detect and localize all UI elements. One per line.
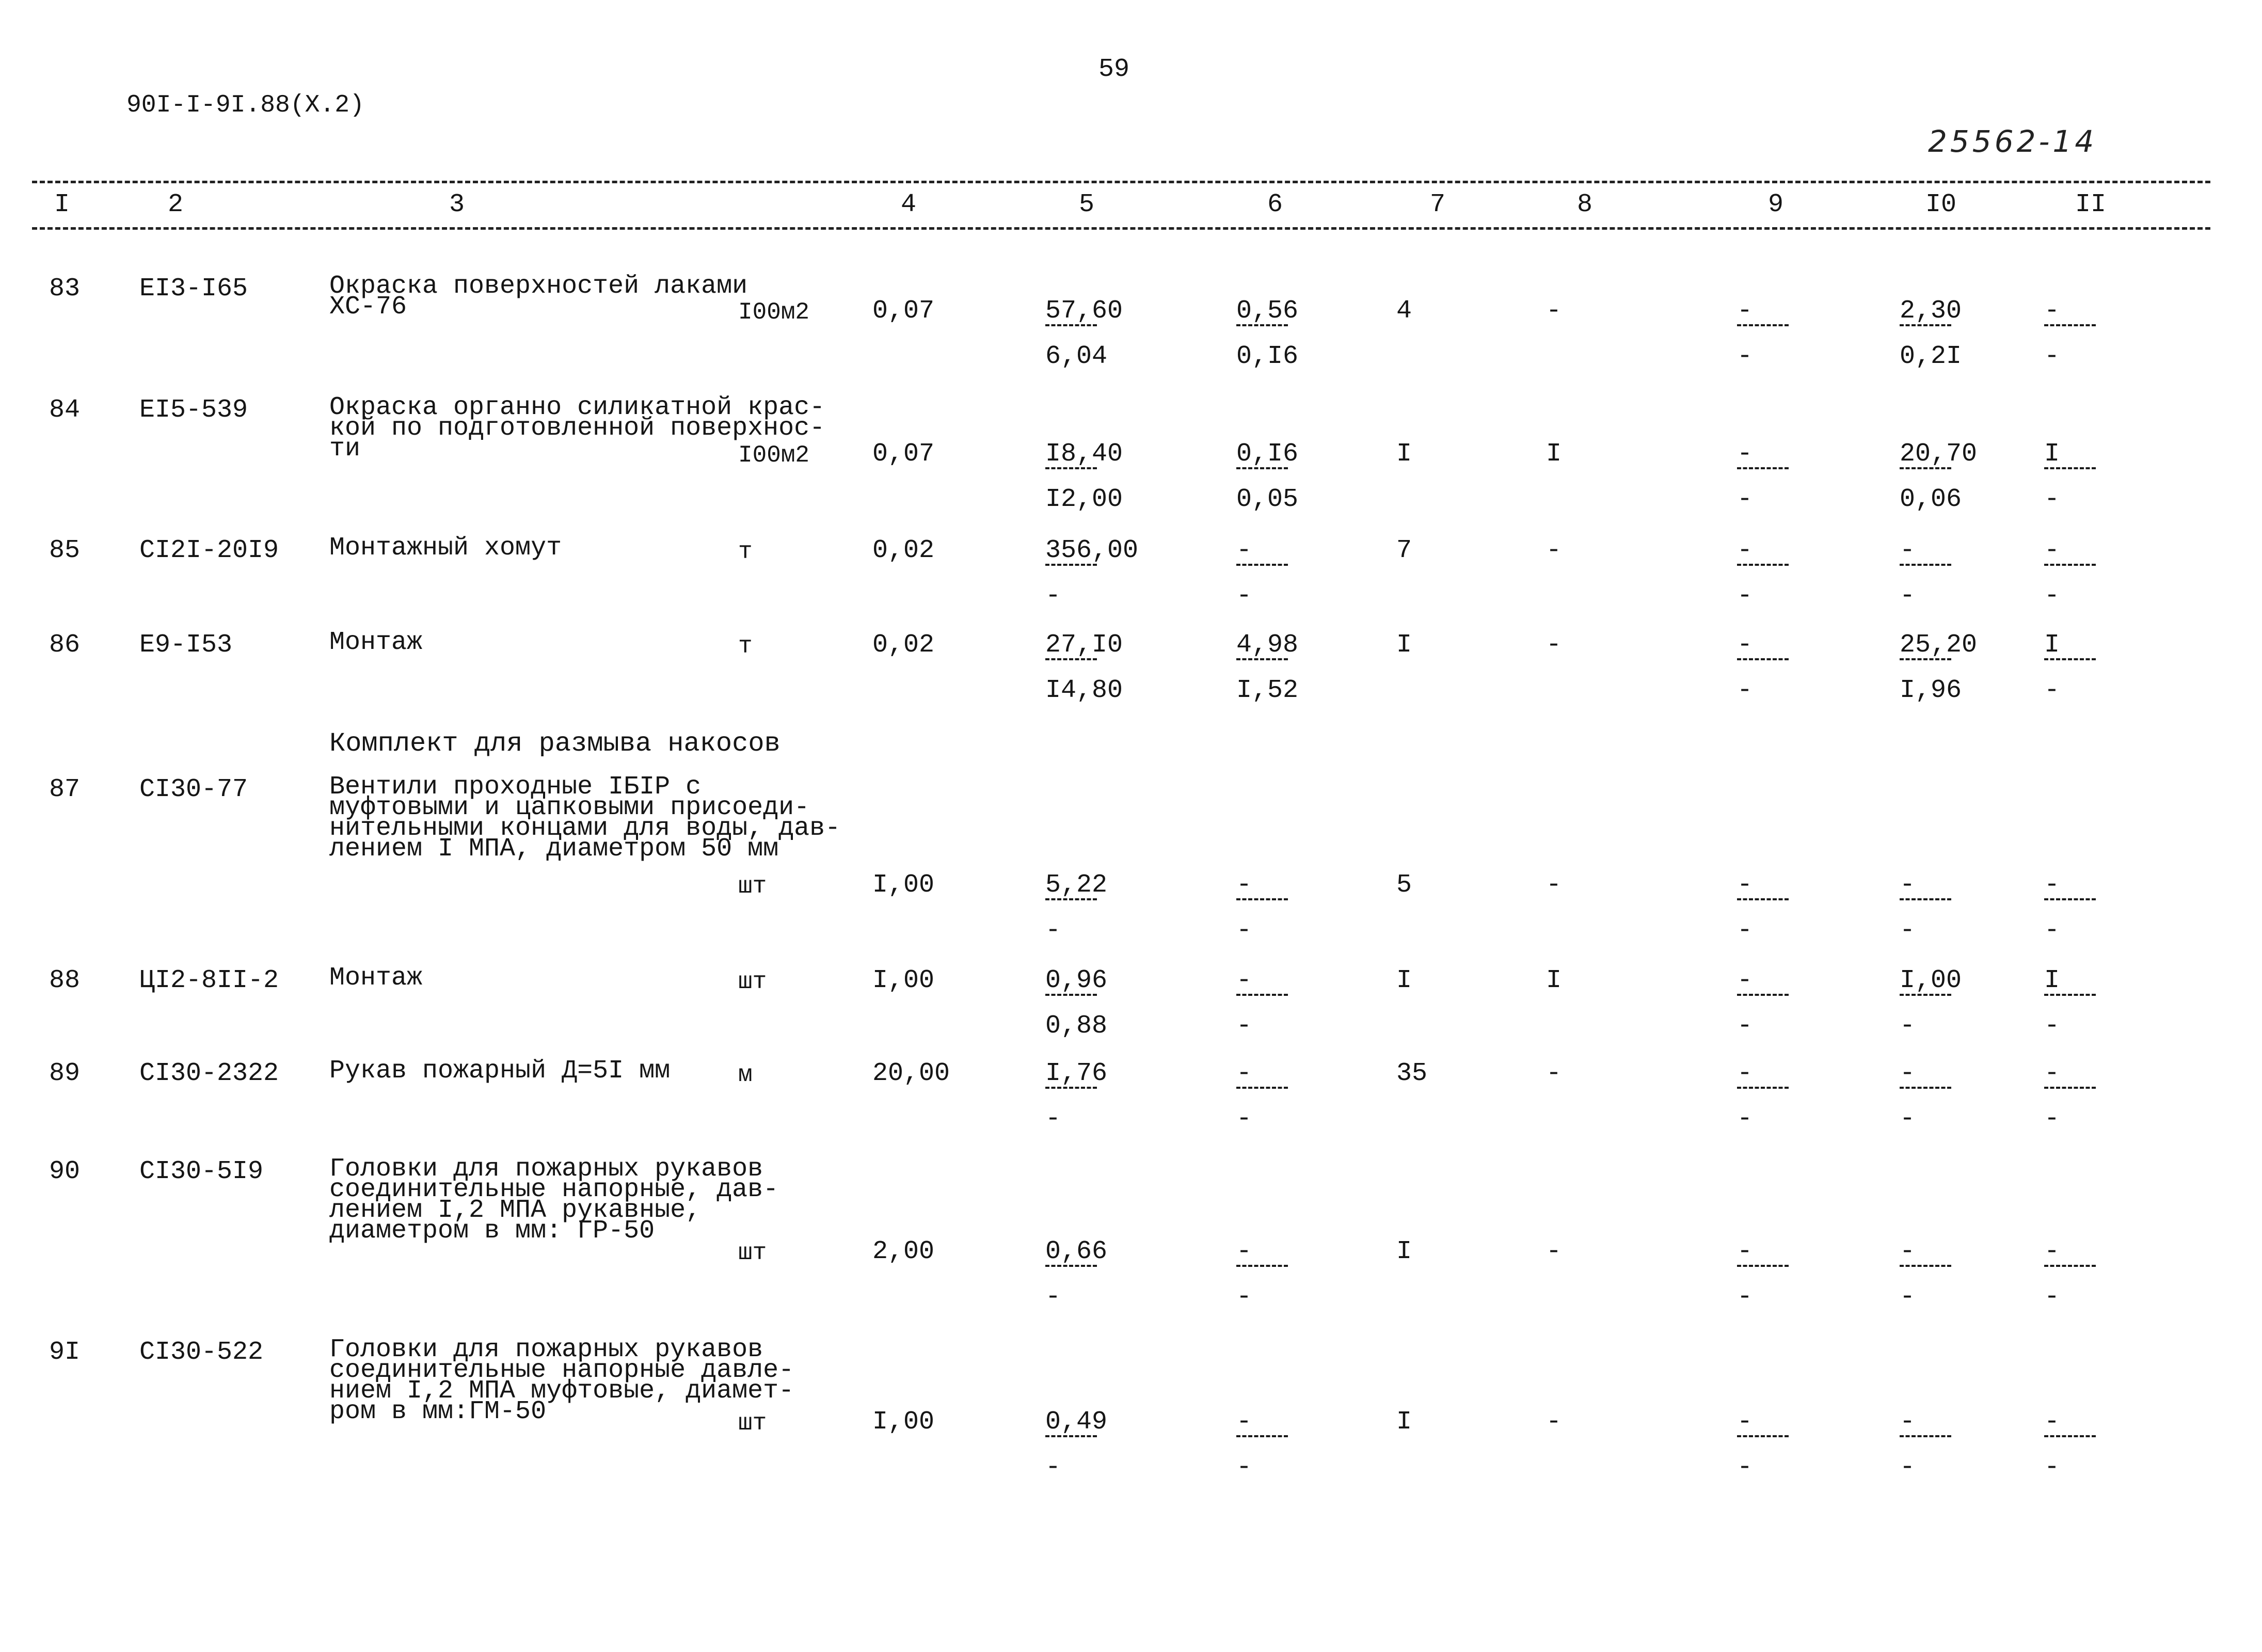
c11-denominator: -	[2044, 1453, 2060, 1482]
unit: м	[738, 1061, 753, 1088]
page-number: 59	[1098, 55, 1130, 84]
quantity: I,00	[872, 1407, 935, 1437]
c10-denominator: -	[1900, 1104, 1916, 1134]
c9-denominator: -	[1737, 1104, 1753, 1134]
c11-denominator: -	[2044, 676, 2060, 705]
work-description	[329, 533, 562, 563]
c10-fraction-line	[1900, 1265, 1951, 1267]
quantity: 2,00	[872, 1237, 935, 1266]
c9-fraction-line	[1737, 564, 1789, 566]
c5-fraction-line	[1045, 1265, 1097, 1267]
work-description	[329, 1154, 779, 1246]
col8-value: -	[1546, 1237, 1562, 1266]
c6-numerator: -	[1236, 966, 1252, 995]
description-line: ром в мм:ГМ-50	[329, 1397, 547, 1426]
c6-numerator: 0,I6	[1236, 439, 1299, 469]
c9-numerator: -	[1737, 536, 1753, 565]
column-header-9: 9	[1768, 190, 1784, 219]
c11-numerator: I	[2044, 439, 2060, 469]
description-line: Рукав пожарный Д=5I мм	[329, 1056, 671, 1086]
c5-denominator: 6,04	[1045, 342, 1108, 371]
c5-denominator: -	[1045, 1104, 1061, 1134]
c9-fraction-line	[1737, 898, 1789, 900]
c11-fraction-line	[2044, 564, 2096, 566]
c6-numerator: -	[1236, 536, 1252, 565]
rate-code: CI30-5I9	[139, 1157, 264, 1186]
c9-fraction-line	[1737, 324, 1789, 326]
c11-fraction-line	[2044, 1435, 2096, 1437]
section-title: Комплект для размыва накосов	[329, 728, 780, 759]
c6-fraction-line	[1236, 324, 1288, 326]
c6-numerator: -	[1236, 870, 1252, 900]
c9-fraction-line	[1737, 467, 1789, 469]
col7-value: I	[1396, 439, 1412, 469]
c9-denominator: -	[1737, 676, 1753, 705]
unit: I00м2	[738, 299, 810, 326]
c9-denominator: -	[1737, 581, 1753, 611]
col8-value: I	[1546, 966, 1562, 995]
c10-denominator: I,96	[1900, 676, 1962, 705]
c9-fraction-line	[1737, 994, 1789, 996]
c6-numerator: -	[1236, 1059, 1252, 1088]
c11-denominator: -	[2044, 485, 2060, 514]
col8-value: -	[1546, 870, 1562, 900]
c5-denominator: -	[1045, 581, 1061, 611]
work-description	[329, 272, 748, 322]
c6-denominator: 0,05	[1236, 485, 1299, 514]
c6-denominator: -	[1236, 1453, 1252, 1482]
description-line: ХС-76	[329, 292, 407, 322]
rate-code: EI3-I65	[139, 274, 248, 304]
quantity: 20,00	[872, 1059, 950, 1088]
description-line: лением I МПА, диаметром 50 мм	[329, 834, 779, 864]
row-number: 85	[49, 536, 81, 565]
column-header-2: 2	[168, 190, 184, 219]
c11-fraction-line	[2044, 1087, 2096, 1089]
col7-value: I	[1396, 1237, 1412, 1266]
c9-denominator: -	[1737, 485, 1753, 514]
document-code: 90I-I-9I.88(X.2)	[126, 91, 364, 119]
c6-fraction-line	[1236, 1435, 1288, 1437]
unit: т	[738, 538, 753, 565]
c5-fraction-line	[1045, 324, 1097, 326]
c10-fraction-line	[1900, 994, 1951, 996]
c11-denominator: -	[2044, 916, 2060, 945]
c10-denominator: -	[1900, 1453, 1916, 1482]
col7-value: I	[1396, 630, 1412, 660]
c9-numerator: -	[1737, 630, 1753, 660]
c5-fraction-line	[1045, 658, 1097, 660]
c6-numerator: 4,98	[1236, 630, 1299, 660]
column-header-3: 3	[449, 190, 465, 219]
c10-denominator: -	[1900, 916, 1916, 945]
c5-fraction-line	[1045, 564, 1097, 566]
c11-numerator: I	[2044, 966, 2060, 995]
rate-code: EI5-539	[139, 395, 248, 425]
col7-value: I	[1396, 966, 1412, 995]
c5-denominator: -	[1045, 916, 1061, 945]
c5-fraction-line	[1045, 994, 1097, 996]
c11-denominator: -	[2044, 581, 2060, 611]
unit: шт	[738, 1410, 767, 1437]
description-line: Вентили проходные IБIР с	[329, 772, 702, 802]
column-header-8: 8	[1577, 190, 1593, 219]
rate-code: ЦI2-8II-2	[139, 966, 279, 995]
unit: шт	[738, 1240, 767, 1266]
description-line: Головки для пожарных рукавов	[329, 1154, 763, 1184]
c11-numerator: -	[2044, 1407, 2060, 1437]
c6-denominator: -	[1236, 1104, 1252, 1134]
rate-code: CI2I-20I9	[139, 536, 279, 565]
work-description	[329, 628, 423, 657]
c10-denominator: -	[1900, 1282, 1916, 1312]
c10-numerator: -	[1900, 1059, 1916, 1088]
c5-denominator: 0,88	[1045, 1011, 1108, 1041]
description-line: Монтажный хомут	[329, 533, 562, 563]
quantity: 0,02	[872, 630, 935, 660]
c9-numerator: -	[1737, 1407, 1753, 1437]
row-number: 84	[49, 395, 81, 425]
c10-fraction-line	[1900, 564, 1951, 566]
c5-numerator: 27,I0	[1045, 630, 1123, 660]
c9-fraction-line	[1737, 658, 1789, 660]
c10-denominator: -	[1900, 1011, 1916, 1041]
c10-denominator: 0,06	[1900, 485, 1962, 514]
c5-denominator: I2,00	[1045, 485, 1123, 514]
c5-numerator: I,76	[1045, 1059, 1108, 1088]
c11-denominator: -	[2044, 1011, 2060, 1041]
column-header-7: 7	[1430, 190, 1446, 219]
c9-denominator: -	[1737, 1453, 1753, 1482]
c11-numerator: -	[2044, 1237, 2060, 1266]
unit: шт	[738, 873, 767, 900]
c10-fraction-line	[1900, 1435, 1951, 1437]
c6-fraction-line	[1236, 467, 1288, 469]
column-header-4: 4	[901, 190, 917, 219]
c6-denominator: -	[1236, 1282, 1252, 1312]
c6-denominator: -	[1236, 1011, 1252, 1041]
col8-value: -	[1546, 630, 1562, 660]
description-line: нием I,2 МПА муфтовые, диамет-	[329, 1376, 794, 1406]
description-line: диаметром в мм: ГР-50	[329, 1216, 655, 1246]
column-header-1: I	[54, 190, 70, 219]
c9-numerator: -	[1737, 1059, 1753, 1088]
c9-numerator: -	[1737, 966, 1753, 995]
quantity: 0,07	[872, 439, 935, 469]
work-description	[329, 963, 423, 993]
description-line: Окраска органно силикатной крас-	[329, 393, 825, 422]
quantity: I,00	[872, 870, 935, 900]
c10-numerator: I,00	[1900, 966, 1962, 995]
c5-numerator: 0,96	[1045, 966, 1108, 995]
c11-fraction-line	[2044, 898, 2096, 900]
col8-value: -	[1546, 536, 1562, 565]
c5-denominator: -	[1045, 1453, 1061, 1482]
col8-value: -	[1546, 1059, 1562, 1088]
c5-numerator: 0,49	[1045, 1407, 1108, 1437]
c6-fraction-line	[1236, 898, 1288, 900]
description-line: муфтовыми и цапковыми присоеди-	[329, 793, 810, 822]
c11-fraction-line	[2044, 467, 2096, 469]
c9-denominator: -	[1737, 1011, 1753, 1041]
c11-denominator: -	[2044, 1282, 2060, 1312]
unit: шт	[738, 968, 767, 995]
c6-fraction-line	[1236, 564, 1288, 566]
c11-denominator: -	[2044, 342, 2060, 371]
c9-numerator: -	[1737, 296, 1753, 326]
col7-value: 4	[1396, 296, 1412, 326]
c11-numerator: -	[2044, 296, 2060, 326]
c9-numerator: -	[1737, 870, 1753, 900]
col7-value: 5	[1396, 870, 1412, 900]
row-number: 9I	[49, 1338, 81, 1367]
c10-numerator: 2,30	[1900, 296, 1962, 326]
c5-fraction-line	[1045, 898, 1097, 900]
c9-numerator: -	[1737, 1237, 1753, 1266]
c6-fraction-line	[1236, 1265, 1288, 1267]
c9-fraction-line	[1737, 1087, 1789, 1089]
col8-value: I	[1546, 439, 1562, 469]
description-line: ти	[329, 434, 361, 464]
c5-numerator: 0,66	[1045, 1237, 1108, 1266]
c6-denominator: I,52	[1236, 676, 1299, 705]
c10-denominator: -	[1900, 581, 1916, 611]
col8-value: -	[1546, 296, 1562, 326]
description-line: соединительные напорные, дав-	[329, 1175, 779, 1204]
c6-fraction-line	[1236, 1087, 1288, 1089]
rate-code: CI30-2322	[139, 1059, 279, 1088]
col7-value: 7	[1396, 536, 1412, 565]
c5-fraction-line	[1045, 1087, 1097, 1089]
c10-fraction-line	[1900, 1087, 1951, 1089]
column-header-6: 6	[1267, 190, 1283, 219]
description-line: соединительные напорные давле-	[329, 1356, 794, 1385]
c11-fraction-line	[2044, 324, 2096, 326]
header-bottom-rule	[32, 227, 2210, 230]
description-line: нительными концами для воды, дав-	[329, 814, 841, 843]
c5-fraction-line	[1045, 1435, 1097, 1437]
column-header-10: I0	[1925, 190, 1957, 219]
c11-fraction-line	[2044, 994, 2096, 996]
c11-fraction-line	[2044, 1265, 2096, 1267]
c5-numerator: 57,60	[1045, 296, 1123, 326]
c10-numerator: 20,70	[1900, 439, 1978, 469]
col7-value: I	[1396, 1407, 1412, 1437]
c10-fraction-line	[1900, 324, 1951, 326]
c9-fraction-line	[1737, 1265, 1789, 1267]
c10-numerator: -	[1900, 1237, 1916, 1266]
c5-denominator: I4,80	[1045, 676, 1123, 705]
row-number: 90	[49, 1157, 81, 1186]
description-line: Монтаж	[329, 628, 423, 657]
col7-value: 35	[1396, 1059, 1428, 1088]
c10-numerator: -	[1900, 870, 1916, 900]
rate-code: CI30-522	[139, 1338, 264, 1367]
c10-denominator: 0,2I	[1900, 342, 1962, 371]
c11-numerator: -	[2044, 1059, 2060, 1088]
column-header-11: II	[2075, 190, 2107, 219]
c9-denominator: -	[1737, 916, 1753, 945]
description-line: лением I,2 МПА рукавные,	[329, 1196, 702, 1225]
c10-numerator: 25,20	[1900, 630, 1978, 660]
c10-numerator: -	[1900, 1407, 1916, 1437]
c9-numerator: -	[1737, 439, 1753, 469]
c9-fraction-line	[1737, 1435, 1789, 1437]
work-description	[329, 1056, 671, 1086]
description-line: Окраска поверхностей лаками	[329, 272, 748, 301]
c6-numerator: -	[1236, 1407, 1252, 1437]
quantity: 0,07	[872, 296, 935, 326]
row-number: 87	[49, 775, 81, 804]
c5-numerator: 5,22	[1045, 870, 1108, 900]
column-header-5: 5	[1079, 190, 1095, 219]
c5-numerator: 356,00	[1045, 536, 1139, 565]
description-line: Монтаж	[329, 963, 423, 993]
quantity: I,00	[872, 966, 935, 995]
rate-code: CI30-77	[139, 775, 248, 804]
c6-fraction-line	[1236, 994, 1288, 996]
c10-fraction-line	[1900, 658, 1951, 660]
c11-numerator: -	[2044, 536, 2060, 565]
c6-denominator: 0,I6	[1236, 342, 1299, 371]
header-top-rule	[32, 181, 2210, 183]
c9-denominator: -	[1737, 1282, 1753, 1312]
c5-denominator: -	[1045, 1282, 1061, 1312]
c11-fraction-line	[2044, 658, 2096, 660]
unit: т	[738, 633, 753, 660]
c10-fraction-line	[1900, 467, 1951, 469]
c5-fraction-line	[1045, 467, 1097, 469]
rate-code: E9-I53	[139, 630, 233, 660]
unit: I00м2	[738, 442, 810, 469]
row-number: 83	[49, 274, 81, 304]
c11-denominator: -	[2044, 1104, 2060, 1134]
sheet-number: 25562-14	[1928, 124, 2097, 159]
c5-numerator: I8,40	[1045, 439, 1123, 469]
description-line: кой по подготовленной поверхнос-	[329, 414, 825, 443]
c11-numerator: I	[2044, 630, 2060, 660]
c10-numerator: -	[1900, 536, 1916, 565]
c11-numerator: -	[2044, 870, 2060, 900]
row-number: 88	[49, 966, 81, 995]
c9-denominator: -	[1737, 342, 1753, 371]
work-description	[329, 772, 841, 864]
description-line: Головки для пожарных рукавов	[329, 1335, 763, 1364]
row-number: 89	[49, 1059, 81, 1088]
c6-denominator: -	[1236, 581, 1252, 611]
c6-numerator: 0,56	[1236, 296, 1299, 326]
quantity: 0,02	[872, 536, 935, 565]
c10-fraction-line	[1900, 898, 1951, 900]
c6-fraction-line	[1236, 658, 1288, 660]
row-number: 86	[49, 630, 81, 660]
c6-denominator: -	[1236, 916, 1252, 945]
col8-value: -	[1546, 1407, 1562, 1437]
c6-numerator: -	[1236, 1237, 1252, 1266]
